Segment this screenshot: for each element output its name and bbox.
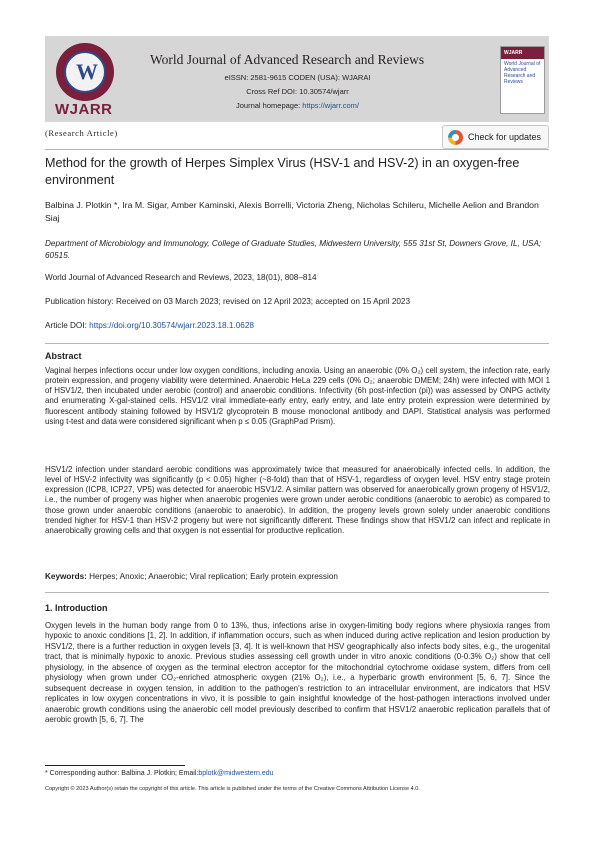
cover-title-line: Reviews (504, 79, 523, 85)
homepage-label: Journal homepage: (236, 101, 303, 110)
keywords-label: Keywords: (45, 572, 87, 581)
crossmark-icon (448, 130, 463, 145)
intro-paragraph: Oxygen levels in the human body range from 0 to 13%, thus, infections arise in oxygen-limiting body regions where physioxia ranges from hypoxic to anoxic conditions [1, 2]. In addition, if inflammation occurs, such as when induced during active replication and lesion production by HSV1/2, there is a further reduction in oxygen levels [3, 4]. It is well-known that HSV geographically also infects body sites, e.g., the urogenital tract, that is minimally hypoxic to anoxic. Previous studies assessing cell growth under in vitro anoxic conditions (0-0.3% O₂) show that cell physiology, in the absence of oxygen as the terminal electron acceptor for the mitochondrial cytochrome oxidase system, differs from cell physiology when grown under CO₂-enriched atmospheric oxygen (21% O₂), i.e., a hyperbaric growth environment [5, 6, 7]. Since the subsequent decrease in oxygen tension, in addition to the pathogen's restriction to an intracellular environment, are indicators that HSV replicates in low oxygen concentrations in vivo, it is possible to gain insightful knowledge of the host-pathogen interactions involved under anaerobic growth conditions using the anaerobic cell model previously described to confirm that HSV1/2 anaerobic replication parallels that of aerobic growth [5, 6, 7]. The (45, 621, 550, 725)
footnote-rule (45, 765, 185, 766)
abstract-heading: Abstract (45, 351, 82, 361)
citation: World Journal of Advanced Research and Reviews, 2023, 18(01), 808–814 (45, 273, 317, 282)
check-for-updates-button[interactable] (442, 125, 549, 149)
journal-title: World Journal of Advanced Research and Reviews (150, 52, 425, 67)
paper-title: Method for the growth of Herpes Simplex Virus (HSV-1 and HSV-2) in an oxygen-free environment (45, 156, 520, 187)
keywords (45, 572, 550, 581)
doi-label: Article DOI: (45, 321, 90, 330)
cover-title-line: Research and (504, 73, 536, 79)
doi-link[interactable]: https://doi.org/10.30574/wjarr.2023.18.1.0628 (89, 321, 254, 330)
check-for-updates-label: Check for updates (468, 132, 542, 142)
author-list: Balbina J. Plotkin *, Ira M. Sigar, Amber Kaminski, Alexis Borrelli, Victoria Zheng, Nicholas Schileru, Michelle Aelion and Brandon Siaj (45, 200, 539, 223)
author-email-link[interactable]: bplotk@midwestern.edu (198, 770, 274, 777)
article-doi (45, 321, 550, 330)
journal-cover-thumbnail (500, 46, 545, 114)
divider (45, 149, 549, 150)
homepage-link[interactable]: https://wjarr.com/ (302, 101, 359, 110)
article-type: (Research Article) (45, 128, 118, 138)
logo-letter: W (76, 59, 98, 84)
divider (45, 343, 549, 344)
affiliation: Department of Microbiology and Immunology, College of Graduate Studies, Midwestern University, 555 31st St, Downers Grove, IL, USA; 60515. (45, 239, 542, 260)
journal-crossref: Cross Ref DOI: 10.30574/wjarr (246, 87, 349, 96)
publication-history: Publication history: Received on 03 March 2023; revised on 12 April 2023; accepted on 15 April 2023 (45, 297, 411, 306)
cover-title (504, 61, 540, 85)
cover-logo: WJARR (504, 50, 523, 56)
cover-title-line: Advanced (504, 67, 527, 73)
corresponding-author-footnote (45, 770, 550, 777)
abstract-paragraph: Vaginal herpes infections occur under low oxygen conditions, including anoxia. Using an anaerobic (0% O₂) cell system, the infection rate, early protein expression, and progeny viability were determined. Anaerobic HeLa 229 cells (0% O₂; anaerobic DMEM; 24h) were infected with MOI 1 of HSV1/2, then incubated under aerobic (control) and anaerobic conditions. Infectivity (6h post-infection (pi)) was assessed by ONPG activity and enumerating X-gal-stained cells. HSV1/2 viral immediate-early entry, early entry, and late entry protein expression were determined by fluorescent antibody staining followed by HSV1/2 glycoprotein B mouse monoclonal antibody and DAPI. Statistical analysis was performed using t-test and data were considered significant when p ≤ 0.05 (GraphPad Prism). (45, 366, 550, 426)
footnote-label: * Corresponding author: Balbina J. Plotkin; Email: (45, 770, 199, 777)
abstract-paragraph: HSV1/2 infection under standard aerobic conditions was approximately twice that measured for anaerobically infected cells. In addition, the level of HSV-2 infectivity was significantly (p < 0.05) higher (~8-fold) than that of HSV-1, regardless of oxygen level. HSV entry stage protein expression (ICP8, ICP27, VP5) was detected for anaerobic HSV1/2. A similar pattern was observed for anaerobically grown progeny of HSV1/2, i.e., the number of progeny was higher when anaerobic progenies were grown under aerobic conditions (anaerobic to aerobic) as compared to those grown under anaerobic conditions (anaerobic to anaerobic). In addition, the progeny levels grown solely under anaerobic conditions trended higher for HSV-1 than HSV-2 progeny but were not significantly different. These findings show that HSV1/2 can infect and replicate in anaerobically growing cells and that oxygen is not essential for productive replication. (45, 465, 550, 535)
cover-title-line: World Journal of (504, 61, 541, 67)
divider (45, 592, 549, 593)
journal-issn: eISSN: 2581-9615 CODEN (USA): WJARAI (224, 73, 371, 82)
copyright-notice: Copyright © 2023 Author(s) retain the copyright of this article. This article is published under the terms of the Creative Commons Attribution License 4.0. (45, 786, 420, 792)
section-heading: 1. Introduction (45, 603, 108, 613)
keywords-text: Herpes; Anoxic; Anaerobic; Viral replication; Early protein expression (86, 572, 338, 581)
logo-text: WJARR (55, 101, 113, 118)
